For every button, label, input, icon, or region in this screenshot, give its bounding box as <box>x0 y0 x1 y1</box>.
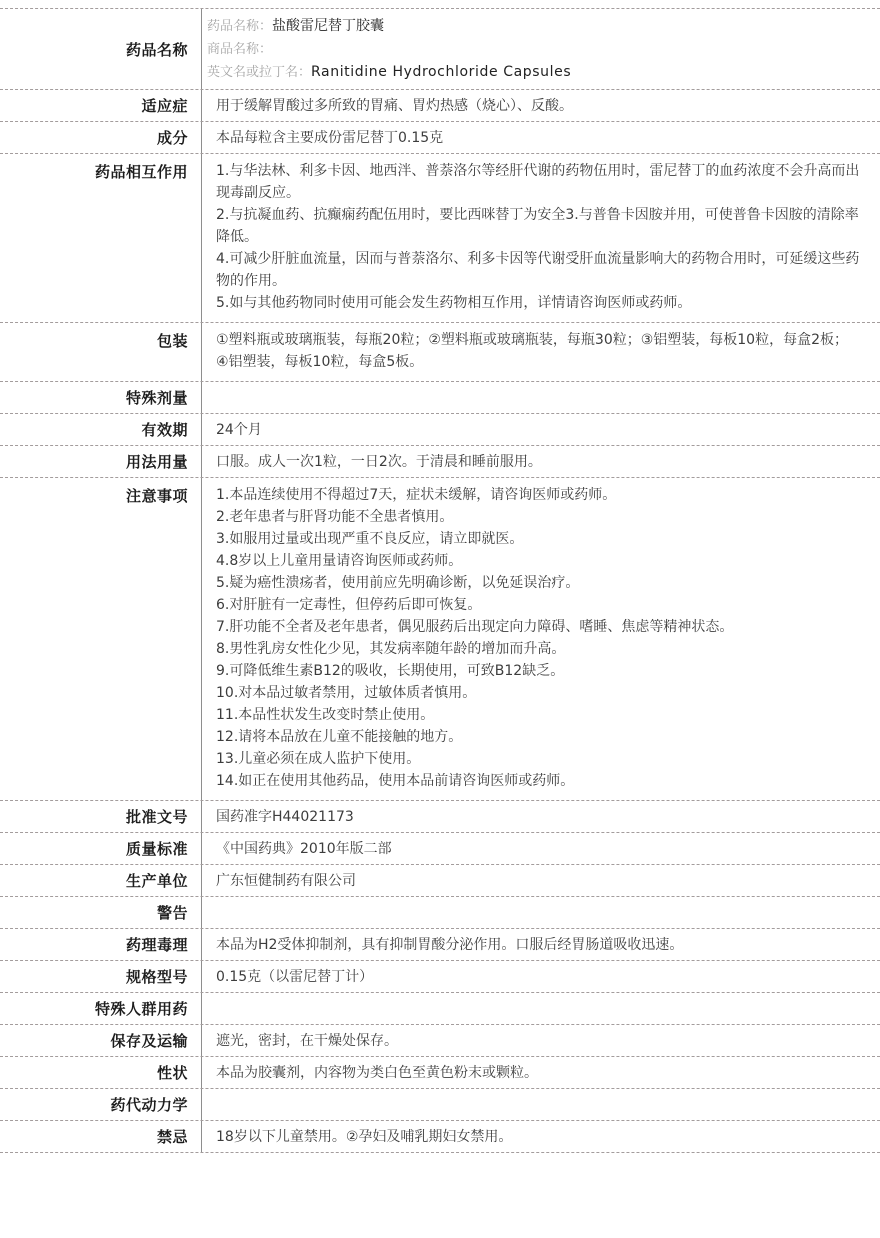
row-value-storage-transport <box>202 1025 880 1056</box>
table-row-warning <box>0 897 880 929</box>
row-label-text: 成分 <box>156 129 188 147</box>
row-label-text: 质量标准 <box>125 840 188 858</box>
row-label-text: 注意事项 <box>125 487 188 505</box>
row-value-text: 口服。成人一次1粒，一日2次。于清晨和睡前服用。 <box>216 453 542 470</box>
row-label-text: 禁忌 <box>156 1128 188 1146</box>
precaution-item: 1.本品连续使用不得超过7天，症状未缓解，请咨询医师或药师。 <box>216 487 617 503</box>
precaution-item: 7.肝功能不全者及老年患者，偶见服药后出现定向力障碍、嗜睡、焦虑等精神状态。 <box>216 619 734 635</box>
field-key: 药品名称： <box>207 18 273 34</box>
interaction-item: 4.可减少肝脏血流量，因而与普萘洛尔、利多卡因等代谢受肝血流量影响大的药物合用时，可延缓这些药物的作用。 <box>216 251 860 289</box>
row-value-pharmacology-toxicology <box>202 929 880 960</box>
field-value: 盐酸雷尼替丁胶囊 <box>272 17 385 34</box>
row-label-text: 有效期 <box>141 421 188 439</box>
precaution-item: 8.男性乳房女性化少见，其发病率随年龄的增加而升高。 <box>216 641 566 657</box>
table-row-ingredients <box>0 122 880 154</box>
precaution-item: 10.对本品过敏者禁用，过敏体质者慎用。 <box>216 685 477 701</box>
field-key: 英文名或拉丁名： <box>207 64 312 80</box>
row-value-shelf-life <box>202 414 880 445</box>
row-label-text: 性状 <box>156 1064 188 1082</box>
row-label-pharmacokinetics <box>0 1089 202 1120</box>
row-value-drug-interactions <box>202 154 880 322</box>
table-row-approval-number <box>0 801 880 833</box>
precaution-item: 9.可降低维生素B12的吸收，长期使用，可致B12缺乏。 <box>216 663 565 679</box>
precaution-item: 14.如正在使用其他药品，使用本品前请咨询医师或药师。 <box>216 773 575 789</box>
row-label-storage-transport <box>0 1025 202 1056</box>
table-row-storage-transport <box>0 1025 880 1057</box>
row-value-packaging <box>202 323 880 381</box>
table-row-quality-standard <box>0 833 880 865</box>
row-value-text: 广东恒健制药有限公司 <box>216 872 356 889</box>
row-value-text: 国药准字H44021173 <box>216 808 354 825</box>
field-value: Ranitidine Hydrochloride Capsules <box>311 63 572 80</box>
row-label-text: 用法用量 <box>125 453 188 471</box>
row-label-packaging <box>0 323 202 381</box>
row-value-approval-number <box>202 801 880 832</box>
row-value-text: 遮光，密封，在干燥处保存。 <box>216 1032 398 1049</box>
table-row-dosage-administration <box>0 446 880 478</box>
row-label-text: 保存及运输 <box>110 1032 188 1050</box>
row-value-ingredients <box>202 122 880 153</box>
precaution-item: 5.疑为癌性溃疡者，使用前应先明确诊断，以免延误治疗。 <box>216 575 580 591</box>
row-label-quality-standard <box>0 833 202 864</box>
table-row-indications <box>0 90 880 122</box>
row-value-specification <box>202 961 880 992</box>
row-label-manufacturer <box>0 865 202 896</box>
row-value-dosage-administration <box>202 446 880 477</box>
row-value-text: 用于缓解胃酸过多所致的胃痛、胃灼热感（烧心）、反酸。 <box>216 97 573 114</box>
precaution-item: 2.老年患者与肝肾功能不全患者慎用。 <box>216 509 454 525</box>
table-row-description <box>0 1057 880 1089</box>
row-value-drug-name <box>202 9 880 89</box>
precaution-item: 12.请将本品放在儿童不能接触的地方。 <box>216 729 463 745</box>
row-value-text: 0.15克（以雷尼替丁计） <box>216 968 374 985</box>
row-label-special-dosage <box>0 382 202 413</box>
row-label-contraindications <box>0 1121 202 1152</box>
row-label-indications <box>0 90 202 121</box>
row-value-text: 本品每粒含主要成份雷尼替丁0.15克 <box>216 129 444 146</box>
row-label-precautions <box>0 478 202 800</box>
precaution-item: 3.如服用过量或出现严重不良反应，请立即就医。 <box>216 531 524 547</box>
row-label-ingredients <box>0 122 202 153</box>
field-key: 商品名称： <box>207 41 273 57</box>
table-row-manufacturer <box>0 865 880 897</box>
row-label-specification <box>0 961 202 992</box>
row-label-text: 适应症 <box>141 97 188 115</box>
table-row-contraindications <box>0 1121 880 1153</box>
row-value-warning <box>202 897 880 928</box>
row-value-quality-standard <box>202 833 880 864</box>
interaction-item: 1.与华法林、利多卡因、地西泮、普萘洛尔等经肝代谢的药物伍用时，雷尼替丁的血药浓度不会升高而出现毒副反应。 <box>216 163 860 201</box>
field-generic-name <box>207 15 860 38</box>
field-trade-name <box>207 38 860 61</box>
row-value-pharmacokinetics <box>202 1089 880 1120</box>
row-label-approval-number <box>0 801 202 832</box>
row-label-text: 生产单位 <box>125 872 188 890</box>
row-label-text: 批准文号 <box>125 808 188 826</box>
row-label-text: 特殊剂量 <box>125 389 188 407</box>
row-value-text: 24个月 <box>216 421 262 438</box>
table-row-drug-name <box>0 9 880 90</box>
row-value-contraindications <box>202 1121 880 1152</box>
table-row-shelf-life <box>0 414 880 446</box>
table-row-special-dosage <box>0 382 880 414</box>
row-value-text: ①塑料瓶或玻璃瓶装，每瓶20粒；②塑料瓶或玻璃瓶装，每瓶30粒；③铝塑装，每板10粒，每盒2板；④铝塑装，每板10粒，每盒5板。 <box>216 332 849 370</box>
table-row-precautions <box>0 478 880 801</box>
row-label-drug-name <box>0 9 202 89</box>
row-label-text: 警告 <box>156 904 188 922</box>
row-value-precautions <box>202 478 880 800</box>
drug-info-table <box>0 8 880 1153</box>
precaution-item: 4.8岁以上儿童用量请咨询医师或药师。 <box>216 553 463 569</box>
field-english-name <box>207 61 860 84</box>
row-value-text: 本品为H2受体抑制剂，具有抑制胃酸分泌作用。口服后经胃肠道吸收迅速。 <box>216 936 684 953</box>
row-value-special-populations <box>202 993 880 1024</box>
table-row-special-populations <box>0 993 880 1025</box>
row-label-text: 药品名称 <box>125 40 188 59</box>
row-value-description <box>202 1057 880 1088</box>
precaution-item: 11.本品性状发生改变时禁止使用。 <box>216 707 435 723</box>
row-label-warning <box>0 897 202 928</box>
row-label-text: 药理毒理 <box>125 936 188 954</box>
row-label-drug-interactions <box>0 154 202 322</box>
table-row-pharmacokinetics <box>0 1089 880 1121</box>
interaction-item: 2.与抗凝血药、抗癫痫药配伍用时，要比西咪替丁为安全3.与普鲁卡因胺并用，可使普鲁卡因胺的清除率降低。 <box>216 207 859 245</box>
row-label-special-populations <box>0 993 202 1024</box>
row-label-shelf-life <box>0 414 202 445</box>
interaction-item: 5.如与其他药物同时使用可能会发生药物相互作用，详情请咨询医师或药师。 <box>216 295 692 311</box>
table-row-drug-interactions <box>0 154 880 323</box>
row-value-indications <box>202 90 880 121</box>
row-label-description <box>0 1057 202 1088</box>
row-value-text: 18岁以下儿童禁用。②孕妇及哺乳期妇女禁用。 <box>216 1128 513 1145</box>
table-row-packaging <box>0 323 880 382</box>
table-row-pharmacology-toxicology <box>0 929 880 961</box>
row-label-text: 药代动力学 <box>110 1096 188 1114</box>
row-value-text: 《中国药典》2010年版二部 <box>216 840 392 857</box>
row-value-manufacturer <box>202 865 880 896</box>
precaution-item: 6.对肝脏有一定毒性，但停药后即可恢复。 <box>216 597 482 613</box>
row-label-pharmacology-toxicology <box>0 929 202 960</box>
precaution-item: 13.儿童必须在成人监护下使用。 <box>216 751 421 767</box>
row-label-text: 包装 <box>156 332 188 350</box>
row-label-text: 规格型号 <box>125 968 188 986</box>
row-label-text: 药品相互作用 <box>94 163 188 181</box>
row-label-dosage-administration <box>0 446 202 477</box>
row-label-text: 特殊人群用药 <box>94 1000 188 1018</box>
row-value-text: 本品为胶囊剂，内容物为类白色至黄色粉末或颗粒。 <box>216 1064 538 1081</box>
table-row-specification <box>0 961 880 993</box>
row-value-special-dosage <box>202 382 880 413</box>
